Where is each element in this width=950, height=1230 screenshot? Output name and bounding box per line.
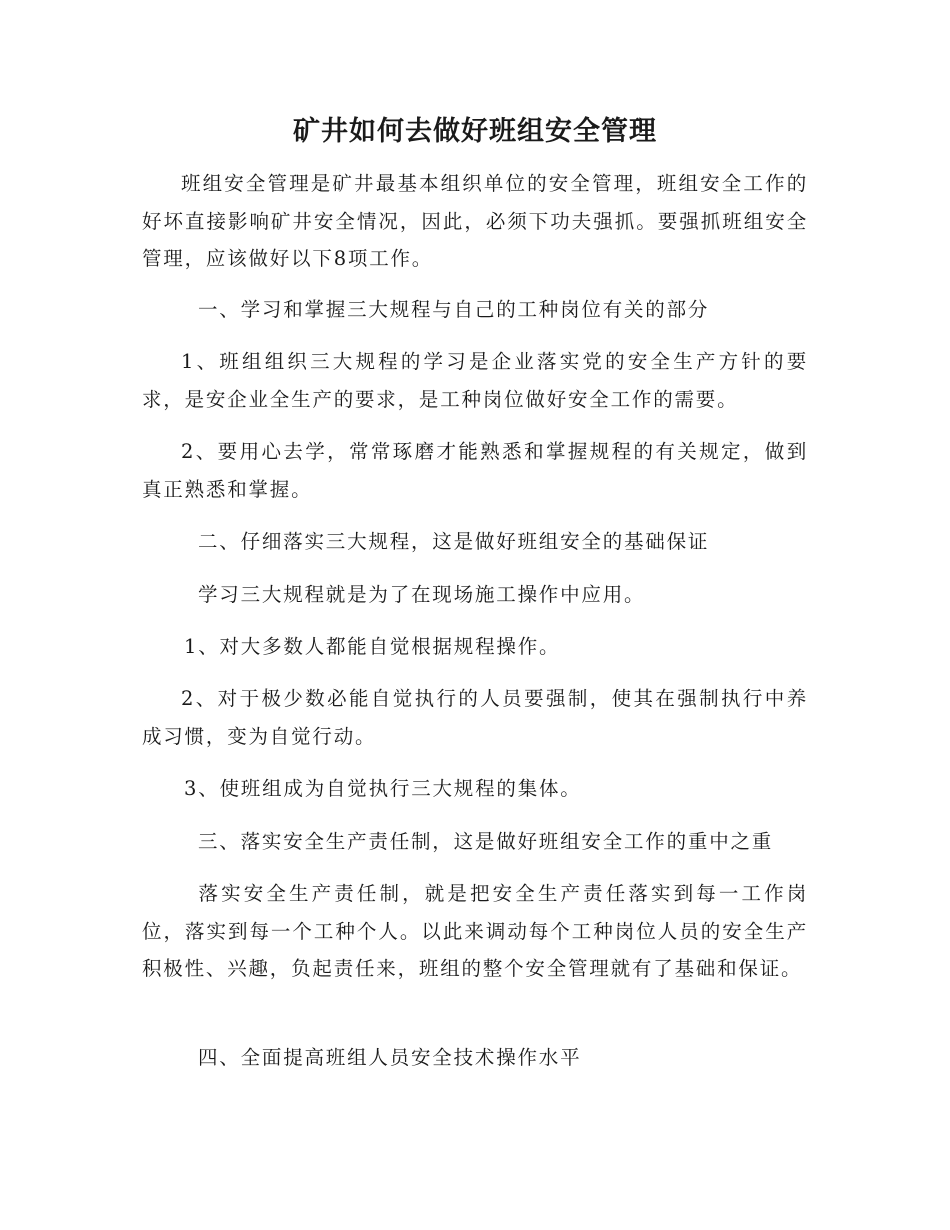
section-2-item-2: 2、对于极少数必能自觉执行的人员要强制，使其在强制执行中养成习惯，变为自觉行动。	[142, 687, 808, 748]
section-3-body: 落实安全生产责任制，就是把安全生产责任落实到每一工作岗位，落实到每一个工种个人。以此来调动每个工种岗位人员的安全生产积极性、兴趣，负起责任来，班组的整个安全管理就有了基础和保证。	[142, 882, 808, 980]
section-2-lead: 学习三大规程就是为了在现场施工操作中应用。	[198, 583, 646, 606]
intro-paragraph: 班组安全管理是矿井最基本组织单位的安全管理，班组安全工作的好坏直接影响矿井安全情况，因此，必须下功夫强抓。要强抓班组安全管理，应该做好以下8项工作。	[142, 172, 808, 270]
page-title: 矿井如何去做好班组安全管理	[293, 116, 657, 147]
section-4-heading: 四、全面提高班组人员安全技术操作水平	[198, 1046, 582, 1069]
section-1-item-1: 1、班组组织三大规程的学习是企业落实党的安全生产方针的要求，是安企业全生产的要求，是工种岗位做好安全工作的需要。	[142, 350, 808, 411]
section-2-item-3: 3、使班组成为自觉执行三大规程的集体。	[184, 777, 582, 800]
section-1-item-2: 2、要用心去学，常常琢磨才能熟悉和掌握规程的有关规定，做到真正熟悉和掌握。	[142, 440, 808, 501]
section-2-heading: 二、仔细落实三大规程，这是做好班组安全的基础保证	[198, 530, 710, 553]
section-3-heading: 三、落实安全生产责任制，这是做好班组安全工作的重中之重	[198, 830, 774, 853]
section-1-heading: 一、学习和掌握三大规程与自己的工种岗位有关的部分	[198, 298, 710, 321]
section-2-item-1: 1、对大多数人都能自觉根据规程操作。	[184, 635, 561, 658]
